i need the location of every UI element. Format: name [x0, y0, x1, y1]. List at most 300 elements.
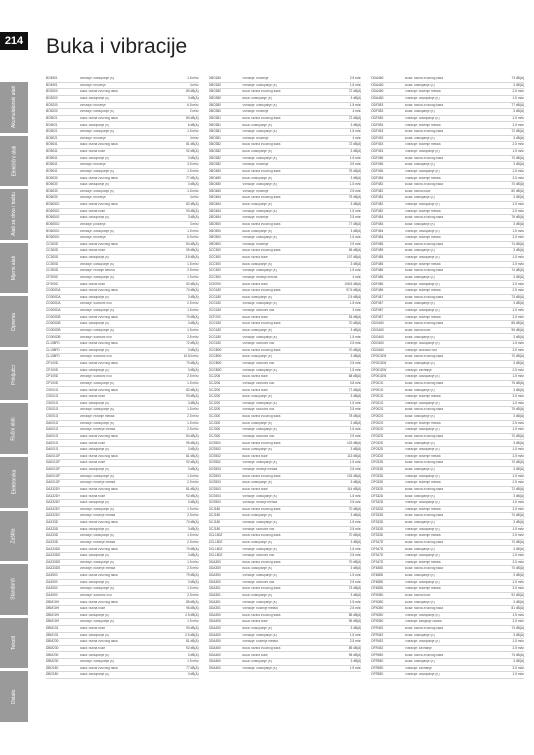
sidebar-tab[interactable]: [0, 618, 28, 669]
spec-description: Buka: razina buke: [242, 487, 268, 491]
sidebar-tab-label: Priključci: [10, 365, 17, 386]
spec-description: Buka: odstupanje (K): [404, 441, 435, 445]
spec-description: Vibracije: bušenje metala: [404, 481, 441, 485]
spec-row: [46, 434, 199, 441]
model-code: DDF456: [371, 162, 384, 167]
spec-row: [46, 354, 199, 361]
model-code: DF001G: [371, 380, 384, 385]
spec-value: 75 dB(A): [511, 380, 525, 385]
model-code: BO5200: [46, 89, 58, 94]
spec-value: 3 dB(A): [350, 96, 362, 101]
spec-value: 3 dB(A): [350, 261, 362, 266]
spec-row: [46, 341, 199, 348]
spec-row: [371, 434, 524, 441]
spec-row: [209, 222, 362, 229]
model-code: DBM10H: [46, 612, 59, 617]
spec-description: Vibracije: brušenje: [242, 189, 269, 193]
spec-value: 2.5 m/s²: [349, 361, 362, 366]
spec-description: Buka: razina buke: [79, 282, 106, 286]
spec-row: [371, 295, 524, 302]
model-code: DBO380: [208, 96, 221, 101]
model-code: DBO380: [208, 89, 221, 94]
spec-value: 2.5 m/s²: [512, 261, 525, 266]
model-code: DCL180Z: [208, 553, 223, 558]
model-code: DBO382: [208, 142, 221, 147]
spec-description: Buka: razina zvučnog tlaka: [404, 461, 444, 465]
spec-row: [371, 639, 524, 646]
model-code: DDF456: [371, 155, 384, 160]
spec-row: [371, 480, 524, 487]
spec-value: 2.5 dB(A): [347, 294, 362, 299]
spec-value: 2.5 m/s²: [187, 301, 199, 306]
spec-row: [371, 619, 524, 626]
spec-description: Vibracije: odstupanje (K): [79, 534, 115, 538]
spec-description: Buka: razina zvučnog tlaka: [79, 315, 118, 319]
spec-row: [46, 162, 199, 169]
spec-row: [371, 467, 524, 474]
spec-description: Buka: razina zvučnog tlaka: [79, 176, 118, 180]
spec-value: 2.5 m/s²: [349, 407, 362, 412]
spec-row: [371, 189, 524, 196]
spec-row: [209, 454, 362, 461]
spec-description: Vibracije: bušenje metala: [79, 567, 116, 571]
spec-description: Buka: odstupanje (K): [242, 355, 273, 359]
spec-value: 1.5 m/s²: [187, 188, 199, 193]
model-code: DF002G: [371, 420, 384, 425]
spec-value: 92 dB(A): [186, 645, 199, 650]
spec-value: 2.5 m/s²: [187, 480, 199, 485]
spec-row: [371, 222, 524, 229]
spec-row: [46, 182, 199, 189]
spec-description: Vibracije: zabijanje čavala: [404, 620, 442, 624]
spec-row: [371, 414, 524, 421]
spec-description: Buka: odstupanje (K): [79, 633, 110, 637]
spec-row: [371, 447, 524, 454]
model-code: DF002G: [371, 407, 384, 412]
spec-row: [46, 242, 199, 249]
spec-value: 1.5 m/s²: [512, 228, 525, 233]
spec-row: [371, 162, 524, 169]
spec-row: [371, 361, 524, 368]
spec-value: 4 m/s²: [352, 135, 362, 140]
spec-row: [46, 334, 199, 341]
spec-value: 3 dB(A): [513, 520, 525, 525]
model-code: CG000DA: [46, 288, 61, 293]
spec-value: 108.5 dB(A): [344, 281, 362, 286]
model-code: DCL180Z: [208, 546, 223, 551]
spec-row: [209, 619, 362, 626]
spec-description: Vibracije: slobodni hod: [242, 554, 275, 558]
spec-column-2: [209, 76, 362, 679]
spec-description: Vibracije: rezanje betona: [242, 275, 278, 279]
spec-value: 84 dB(A): [186, 241, 199, 246]
spec-value: 113 dB(A): [347, 453, 362, 458]
spec-value: 93 dB(A): [186, 208, 199, 213]
model-code: DF002G: [371, 427, 384, 432]
spec-value: 3 dB(A): [350, 592, 362, 597]
model-code: DF001DW: [371, 354, 387, 359]
spec-description: Buka: razina zvučnog tlaka: [404, 355, 444, 359]
spec-row: [371, 315, 524, 322]
spec-value: 2.5 m/s²: [349, 639, 362, 644]
spec-description: Buka: razina zvučnog tlaka: [404, 269, 444, 273]
spec-value: 1.5 m/s²: [187, 76, 199, 81]
spec-row: [371, 427, 524, 434]
spec-description: Buka: razina zvučnog tlaka: [79, 116, 118, 120]
spec-description: Buka: razina buke: [242, 653, 268, 657]
model-code: DA333D: [46, 520, 59, 525]
spec-value: 2.5 m/s²: [349, 433, 362, 438]
spec-description: Buka: odstupanje (K): [79, 468, 110, 472]
spec-value: 1.5 m/s²: [512, 612, 525, 617]
spec-description: Buka: razina zvučnog tlaka: [404, 487, 444, 491]
spec-row: [209, 361, 362, 368]
spec-value: 70 dB(A): [511, 354, 525, 359]
spec-row: [46, 328, 199, 335]
spec-value: 3 dB(A): [350, 420, 362, 425]
spec-value: 3 dB(A): [350, 394, 362, 399]
spec-value: 1.5 m/s²: [512, 115, 525, 120]
spec-value: 81 dB(A): [186, 486, 199, 491]
spec-description: Buka: odstupanje (K): [404, 633, 435, 637]
spec-description: Vibracije: zavrtanje: [404, 666, 432, 670]
spec-description: Vibracije: rezanje metala: [242, 501, 278, 505]
spec-description: Vibracije: bušenje metala: [404, 534, 441, 538]
model-code: DF488D: [371, 566, 384, 571]
spec-row: [46, 136, 199, 143]
model-code: DA3500: [46, 586, 58, 591]
spec-description: Vibracije: brušenje: [242, 242, 269, 246]
model-code: DDG460: [371, 327, 384, 332]
spec-value: 2.5 m/s²: [512, 314, 525, 319]
spec-value: 72 dB(A): [348, 142, 362, 147]
spec-row: [46, 646, 199, 653]
spec-value: 1.5 m/s²: [187, 274, 199, 279]
spec-description: Buka: odstupanje (K): [404, 362, 435, 366]
model-code: CS001G: [46, 414, 59, 419]
spec-row: [209, 175, 362, 182]
spec-description: Buka: odstupanje (K): [242, 229, 273, 233]
spec-value: 3 dB(A): [513, 387, 525, 392]
spec-value: 70 dB(A): [348, 559, 362, 564]
spec-value: 2.5 m/s²: [512, 142, 525, 147]
spec-columns: [46, 76, 524, 679]
model-code: DF001G: [371, 387, 384, 392]
spec-row: [46, 407, 199, 414]
spec-description: Buka: razina zvučnog tlaka: [242, 507, 281, 511]
spec-value: 1.5 m/s²: [187, 533, 199, 538]
spec-description: Buka: razina zvučnog tlaka: [404, 408, 444, 412]
spec-value: 74 dB(A): [511, 241, 525, 246]
spec-description: Vibracije: odstupanje (K): [242, 547, 277, 551]
sidebar-tab-label: Ostalo: [10, 689, 17, 704]
sidebar-tab[interactable]: [0, 511, 28, 562]
spec-description: Buka: odstupanje (K): [242, 176, 273, 180]
spec-row: [46, 573, 199, 580]
spec-value: 85 dB(A): [511, 321, 525, 326]
spec-value: 68 dB(A): [348, 374, 362, 379]
sidebar-tab[interactable]: [0, 350, 28, 401]
model-code: BO5200: [46, 102, 58, 107]
spec-description: Vibracije: bušenje metala: [404, 236, 441, 240]
spec-row: [209, 328, 362, 335]
model-code: DF488D: [371, 586, 384, 591]
spec-row: [209, 593, 362, 600]
model-code: DDF453: [371, 142, 384, 147]
model-code: DCS552: [208, 460, 221, 465]
spec-row: [46, 440, 199, 447]
spec-row: [209, 460, 362, 467]
spec-value: 1.5 m/s²: [349, 82, 362, 87]
spec-value: 3 dB(A): [350, 513, 362, 518]
spec-row: [209, 288, 362, 295]
spec-row: [46, 593, 199, 600]
model-code: DBO480: [208, 188, 221, 193]
spec-row: [46, 599, 199, 606]
model-code: BO6050J: [46, 202, 60, 207]
model-code: DA332DY: [46, 513, 61, 518]
spec-row: [46, 222, 199, 229]
spec-value: 70 dB(A): [348, 533, 362, 538]
model-code: DBM10H: [46, 606, 59, 611]
spec-value: 73 dB(A): [511, 652, 525, 657]
model-code: DCG180: [208, 321, 222, 326]
spec-row: [209, 308, 362, 315]
spec-value: 3 dB(A): [187, 652, 199, 657]
spec-row: [371, 209, 524, 216]
spec-row: [371, 321, 524, 328]
model-code: DDF486: [371, 274, 384, 279]
spec-row: [371, 394, 524, 401]
spec-row: [371, 493, 524, 500]
model-code: DCS552: [208, 440, 221, 445]
spec-value: 3 dB(A): [513, 334, 525, 339]
spec-description: Buka: odstupanje (K): [79, 554, 110, 558]
model-code: DCG180: [208, 288, 222, 293]
spec-value: 2.5 m/s²: [512, 288, 525, 293]
model-code: DA333D: [46, 539, 59, 544]
spec-row: [209, 83, 362, 90]
model-code: DA332DY: [46, 506, 61, 511]
spec-row: [209, 248, 362, 255]
model-code: BO6030: [46, 188, 58, 193]
model-code: DFR550: [371, 672, 384, 677]
spec-description: Vibracije: zavrtanje: [404, 646, 432, 650]
model-code: DBO500: [208, 221, 221, 226]
model-code: DF001DW: [371, 361, 387, 366]
spec-row: [371, 666, 524, 673]
spec-row: [46, 255, 199, 262]
spec-value: 70 dB(A): [186, 361, 199, 366]
spec-description: Vibracije: odstupanje (K): [79, 229, 115, 233]
spec-value: 4 m/s²: [189, 82, 199, 87]
spec-row: [46, 580, 199, 587]
spec-value: 1.5 m/s²: [187, 420, 199, 425]
spec-value: 96 dB(A): [348, 248, 362, 253]
spec-row: [209, 613, 362, 620]
spec-row: [209, 109, 362, 116]
spec-value: 73 dB(A): [348, 586, 362, 591]
spec-description: Vibracije: odstupanje (K): [242, 494, 277, 498]
spec-description: Vibracije: bušenje metala: [79, 481, 116, 485]
spec-description: Vibracije: odstupanje (K): [79, 309, 115, 313]
spec-description: Vibracije: odstupanje (K): [79, 660, 115, 664]
model-code: DFN350: [371, 592, 384, 597]
spec-row: [46, 487, 199, 494]
spec-row: [209, 156, 362, 163]
sidebar-tab[interactable]: [0, 457, 28, 508]
model-code: DF032D: [371, 440, 384, 445]
model-code: CP100D: [46, 374, 59, 379]
spec-description: Vibracije: odstupanje (K): [404, 474, 440, 478]
spec-value: 2.5 m/s²: [187, 334, 199, 339]
model-code: DDA351: [208, 592, 221, 597]
sidebar-tab-label: Standardi: [11, 578, 17, 601]
spec-description: Buka: razina buke: [404, 189, 431, 193]
spec-row: [209, 480, 362, 487]
spec-description: Buka: razina zvučnog tlaka: [242, 474, 281, 478]
spec-value: 80 dB(A): [186, 89, 199, 94]
spec-row: [371, 381, 524, 388]
spec-row: [371, 401, 524, 408]
spec-description: Buka: odstupanje (K): [242, 123, 273, 127]
spec-description: Buka: odstupanje (K): [242, 481, 273, 485]
spec-value: 1.5 m/s²: [512, 639, 525, 644]
model-code: DA001GF: [46, 453, 61, 458]
spec-row: [371, 626, 524, 633]
spec-description: Vibracije: bušenje metala: [404, 289, 441, 293]
spec-value: 3 dB(A): [513, 440, 525, 445]
sidebar-tab[interactable]: [0, 189, 28, 240]
sidebar-tab-label: Elektronika: [10, 469, 17, 495]
spec-value: 2.5 m/s²: [512, 506, 525, 511]
model-code: DA332DY: [46, 486, 61, 491]
spec-value: 1.5 m/s²: [512, 202, 525, 207]
model-code: DCGB00: [208, 347, 222, 352]
spec-row: [46, 586, 199, 593]
model-code: DDA460: [371, 82, 384, 87]
spec-description: Buka: razina zvučnog tlaka: [404, 567, 444, 571]
page-number: 214: [0, 32, 28, 50]
spec-value: 1.5 m/s²: [349, 520, 362, 525]
model-code: DFR452: [371, 645, 384, 650]
spec-description: Buka: razina zvučnog tlaka: [404, 322, 444, 326]
sidebar-tab[interactable]: [0, 564, 28, 615]
spec-value: 2.5 m/s²: [512, 175, 525, 180]
sidebar-tab[interactable]: [0, 671, 28, 722]
model-code: DDF485: [371, 261, 384, 266]
spec-row: [46, 447, 199, 454]
model-code: DBO380: [208, 109, 221, 114]
spec-value: 3 dB(A): [187, 294, 199, 299]
model-code: DCC500: [208, 268, 221, 273]
model-code: DF033D: [371, 480, 384, 485]
spec-value: 70 dB(A): [186, 314, 199, 319]
sidebar-tab[interactable]: [0, 403, 28, 454]
model-code: BO4901: [46, 82, 58, 87]
spec-row: [209, 599, 362, 606]
spec-description: Vibracije: odstupanje (K): [79, 262, 115, 266]
model-code: DCS553: [208, 467, 221, 472]
spec-row: [46, 189, 199, 196]
spec-row: [46, 619, 199, 626]
spec-value: 1.5 m/s²: [187, 619, 199, 624]
model-code: DDA460: [371, 89, 384, 94]
sidebar-tab[interactable]: [0, 82, 28, 133]
spec-description: Vibracije: odstupanje (K): [404, 150, 440, 154]
model-code: DA332DY: [46, 500, 61, 505]
model-code: DF333D: [371, 533, 384, 538]
sidebar-tab[interactable]: [0, 243, 28, 294]
spec-description: Buka: odstupanje (K): [79, 156, 110, 160]
spec-value: 3 dB(A): [187, 672, 199, 677]
model-code: DBO480: [208, 168, 221, 173]
spec-description: Buka: razina zvučnog tlaka: [404, 540, 444, 544]
spec-description: Vibracije: odstupanje (K): [404, 448, 440, 452]
spec-description: Vibracije: bušenje metala: [404, 176, 441, 180]
sidebar-tab[interactable]: [0, 136, 28, 187]
model-code: DA3500: [46, 579, 58, 584]
spec-description: Vibracije: odstupanje (K): [242, 130, 277, 134]
spec-value: 0.8 m/s²: [349, 380, 362, 385]
spec-value: 3 dB(A): [187, 526, 199, 531]
spec-value: 3 dB(A): [187, 215, 199, 220]
model-code: DCJ180: [208, 520, 221, 525]
model-code: DF332D: [371, 506, 384, 511]
spec-description: Vibracije: odstupanje (K): [404, 580, 440, 584]
model-code: DA001G: [46, 447, 59, 452]
spec-description: Vibracije: odstupanje (K): [79, 507, 115, 511]
spec-value: 2.5 m/s²: [349, 241, 362, 246]
spec-description: Vibracije: brušenje: [79, 103, 106, 107]
model-code: DDF482: [371, 208, 384, 213]
spec-value: 77 dB(A): [511, 102, 525, 107]
spec-value: 77 dB(A): [186, 665, 199, 670]
spec-row: [371, 76, 524, 83]
spec-value: 3 dB(A): [187, 553, 199, 558]
spec-value: 92 dB(A): [186, 149, 199, 154]
model-code: DF001DW: [371, 367, 387, 372]
model-code: DCJ200: [208, 407, 221, 412]
spec-description: Buka: razina zvučnog tlaka: [79, 342, 118, 346]
spec-row: [209, 301, 362, 308]
spec-row: [371, 659, 524, 666]
spec-description: Vibracije: odstupanje (K): [79, 587, 115, 591]
spec-description: Vibracije: odstupanje (K): [79, 474, 115, 478]
spec-row: [209, 652, 362, 659]
sidebar-tab[interactable]: [0, 296, 28, 347]
spec-value: 3 dB(A): [187, 321, 199, 326]
model-code: DFR452: [371, 626, 384, 631]
model-code: DBO484: [208, 195, 221, 200]
spec-description: Buka: odstupanje (K): [404, 494, 435, 498]
spec-value: 2.5 m/s²: [187, 513, 199, 518]
spec-description: Vibracije: odstupanje (K): [79, 275, 115, 279]
spec-row: [46, 374, 199, 381]
spec-value: 3 dB(A): [350, 228, 362, 233]
spec-description: Vibracije: bušenje metala: [404, 90, 441, 94]
spec-description: Buka: razina zvučnog tlaka: [79, 203, 118, 207]
spec-row: [371, 407, 524, 414]
spec-row: [209, 215, 362, 222]
spec-description: Vibracije: odstupanje (K): [242, 633, 277, 637]
spec-row: [371, 142, 524, 149]
sidebar-tab-label: Električni alati: [11, 145, 18, 177]
spec-row: [209, 580, 362, 587]
model-code: DDA450: [208, 612, 221, 617]
spec-row: [46, 142, 199, 149]
model-code: DDA460: [208, 659, 221, 664]
